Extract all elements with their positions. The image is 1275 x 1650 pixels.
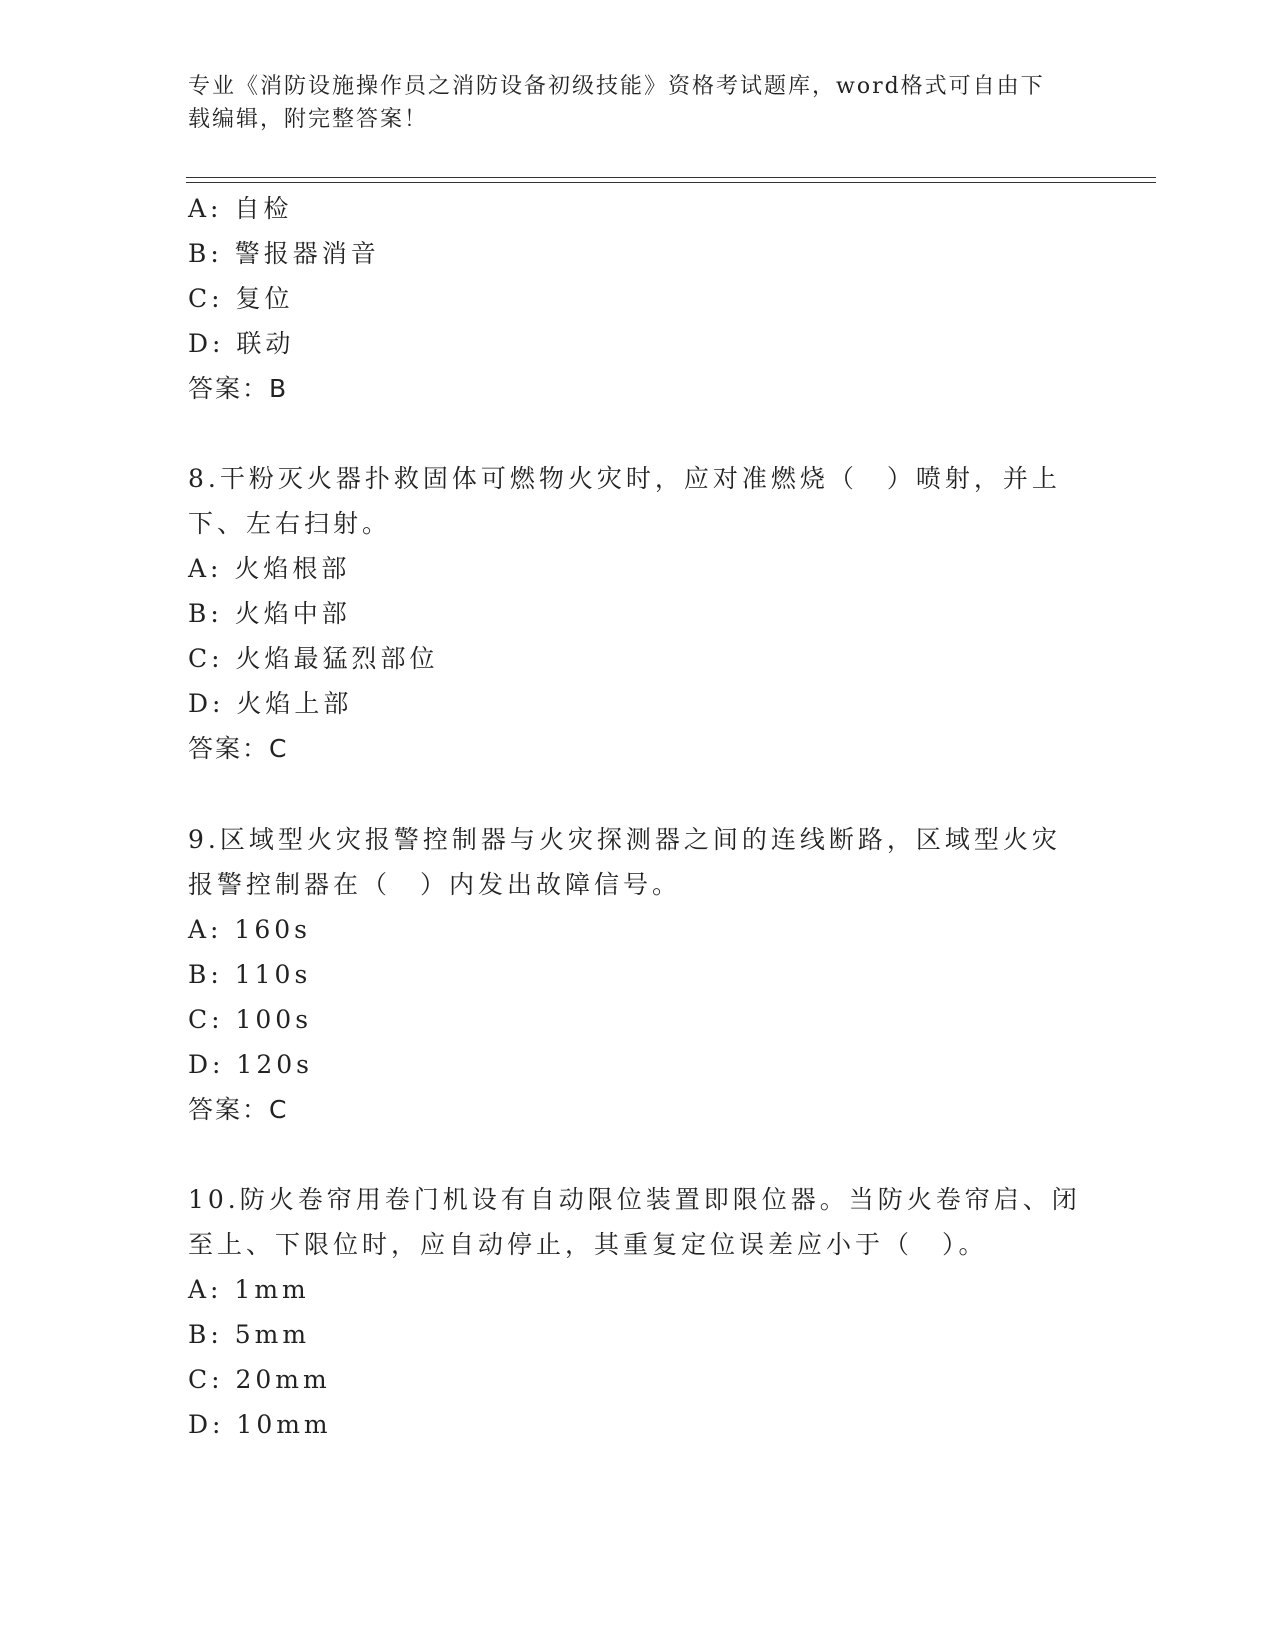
q10-option-b: B: 5mm <box>188 1320 311 1349</box>
prev-option-c: C: 复位 <box>188 284 294 313</box>
prev-option-d: D: 联动 <box>188 329 295 358</box>
q8-answer: 答案：C <box>188 734 289 763</box>
q9-option-a: A: 160s <box>188 915 311 944</box>
prev-answer: 答案：B <box>188 374 289 403</box>
q9-option-c: C: 100s <box>188 1005 313 1034</box>
q9-stem-line-1: 9.区域型火灾报警控制器与火灾探测器之间的连线断路，区域型火灾 <box>188 825 1061 854</box>
q8-option-b: B: 火焰中部 <box>188 599 351 628</box>
q8-option-d: D: 火焰上部 <box>188 689 353 718</box>
q10-option-a: A: 1mm <box>188 1275 310 1304</box>
q10-stem-line-2: 至上、下限位时，应自动停止，其重复定位误差应小于（ ）。 <box>188 1230 988 1259</box>
q10-stem-line-1: 10.防火卷帘用卷门机设有自动限位装置即限位器。当防火卷帘启、闭 <box>188 1185 1081 1214</box>
header-line-1: 专业《消防设施操作员之消防设备初级技能》资格考试题库，word格式可自由下 <box>188 74 1045 99</box>
q9-answer: 答案：C <box>188 1095 289 1124</box>
prev-option-b: B: 警报器消音 <box>188 239 380 268</box>
q8-stem-line-1: 8.干粉灭火器扑救固体可燃物火灾时，应对准燃烧（ ）喷射，并上 <box>188 464 1061 493</box>
q9-stem-line-2: 报警控制器在（ ）内发出故障信号。 <box>188 870 682 899</box>
q8-stem-line-2: 下、左右扫射。 <box>188 509 392 538</box>
q8-option-c: C: 火焰最猛烈部位 <box>188 644 439 673</box>
header-divider-top <box>186 177 1156 178</box>
prev-option-a: A: 自检 <box>188 194 293 223</box>
header-divider-bottom <box>186 182 1156 183</box>
q10-option-c: C: 20mm <box>188 1365 331 1394</box>
q9-option-b: B: 110s <box>188 960 312 989</box>
header-line-2: 载编辑，附完整答案！ <box>188 107 429 132</box>
document-header <box>188 70 1068 136</box>
q8-option-a: A: 火焰根部 <box>188 554 351 583</box>
q9-option-d: D: 120s <box>188 1050 313 1079</box>
q10-option-d: D: 10mm <box>188 1410 332 1439</box>
